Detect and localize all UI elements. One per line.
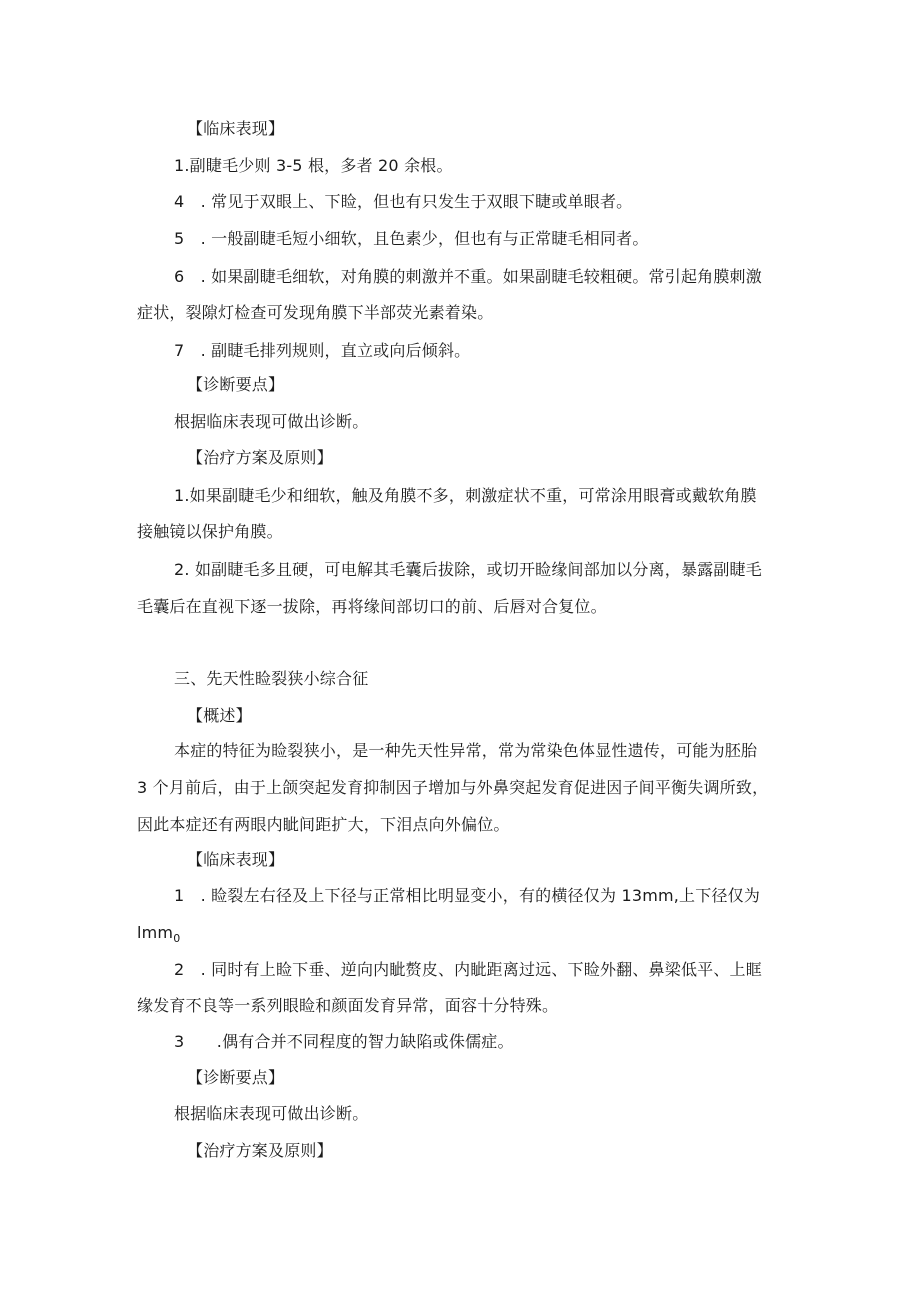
paragraph-line: 接触镜以保护角膜。 — [137, 522, 283, 541]
paragraph-line: 1 . 睑裂左右径及上下径与正常相比明显变小，有的横径仅为 13mm,上下径仅为 — [174, 886, 761, 905]
paragraph-line: 6 . 如果副睫毛细软，对角膜的刺激并不重。如果副睫毛较粗硬。常引起角膜刺激 — [174, 267, 762, 286]
paragraph-line: 3 .偶有合并不同程度的智力缺陷或侏儒症。 — [174, 1032, 514, 1051]
paragraph-line: 本症的特征为睑裂狭小，是一种先天性异常，常为常染色体显性遗传，可能为胚胎 — [174, 741, 758, 760]
paragraph-line: 根据临床表现可做出诊断。 — [174, 1104, 369, 1123]
paragraph-line: 因此本症还有两眼内眦间距扩大，下泪点向外偏位。 — [137, 815, 510, 834]
paragraph-line: 根据临床表现可做出诊断。 — [174, 412, 369, 431]
heading-diagnosis-1: 【诊断要点】 — [187, 375, 285, 394]
paragraph-line: 缘发育不良等一系列眼睑和颜面发育异常，面容十分特殊。 — [137, 996, 559, 1015]
paragraph-line: 症状，裂隙灯检查可发现角膜下半部荧光素着染。 — [137, 303, 494, 322]
paragraph-line — [137, 922, 180, 950]
heading-treatment-1: 【治疗方案及原则】 — [187, 448, 333, 467]
paragraph-line: 1.副睫毛少则 3-5 根，多者 20 余根。 — [174, 156, 453, 175]
paragraph-line: 5 . 一般副睫毛短小细软，且色素少，但也有与正常睫毛相同者。 — [174, 229, 649, 248]
paragraph-line: 毛囊后在直视下逐一拔除，再将缘间部切口的前、后唇对合复位。 — [137, 597, 607, 616]
heading-diagnosis-2: 【诊断要点】 — [187, 1068, 285, 1087]
paragraph-line: 1.如果副睫毛少和细软，触及角膜不多，刺激症状不重，可常涂用眼膏或戴软角膜 — [174, 486, 757, 505]
heading-clinical-2: 【临床表现】 — [187, 850, 285, 869]
paragraph-line: 4 . 常见于双眼上、下睑，但也有只发生于双眼下睫或单眼者。 — [174, 192, 633, 211]
chapter-title: 三、先天性睑裂狭小综合征 — [174, 669, 369, 688]
subscript-text: 0 — [173, 932, 181, 945]
paragraph-line: 3 个月前后，由于上颌突起发育抑制因子增加与外鼻突起发育促进因子间平衡失调所致， — [137, 778, 769, 797]
heading-overview: 【概述】 — [187, 706, 252, 725]
paragraph-line: 7 . 副睫毛排列规则，直立或向后倾斜。 — [174, 341, 471, 360]
heading-treatment-2: 【治疗方案及原则】 — [187, 1141, 333, 1160]
paragraph-line: 2. 如副睫毛多且硬，可电解其毛囊后拔除，或切开睑缘间部加以分离，暴露副睫毛 — [174, 560, 762, 579]
text-run: lmm — [137, 923, 174, 942]
paragraph-line: 2 . 同时有上睑下垂、逆向内眦赘皮、内眦距离过远、下睑外翻、鼻梁低平、上眶 — [174, 960, 762, 979]
heading-clinical-1: 【临床表现】 — [187, 119, 285, 138]
